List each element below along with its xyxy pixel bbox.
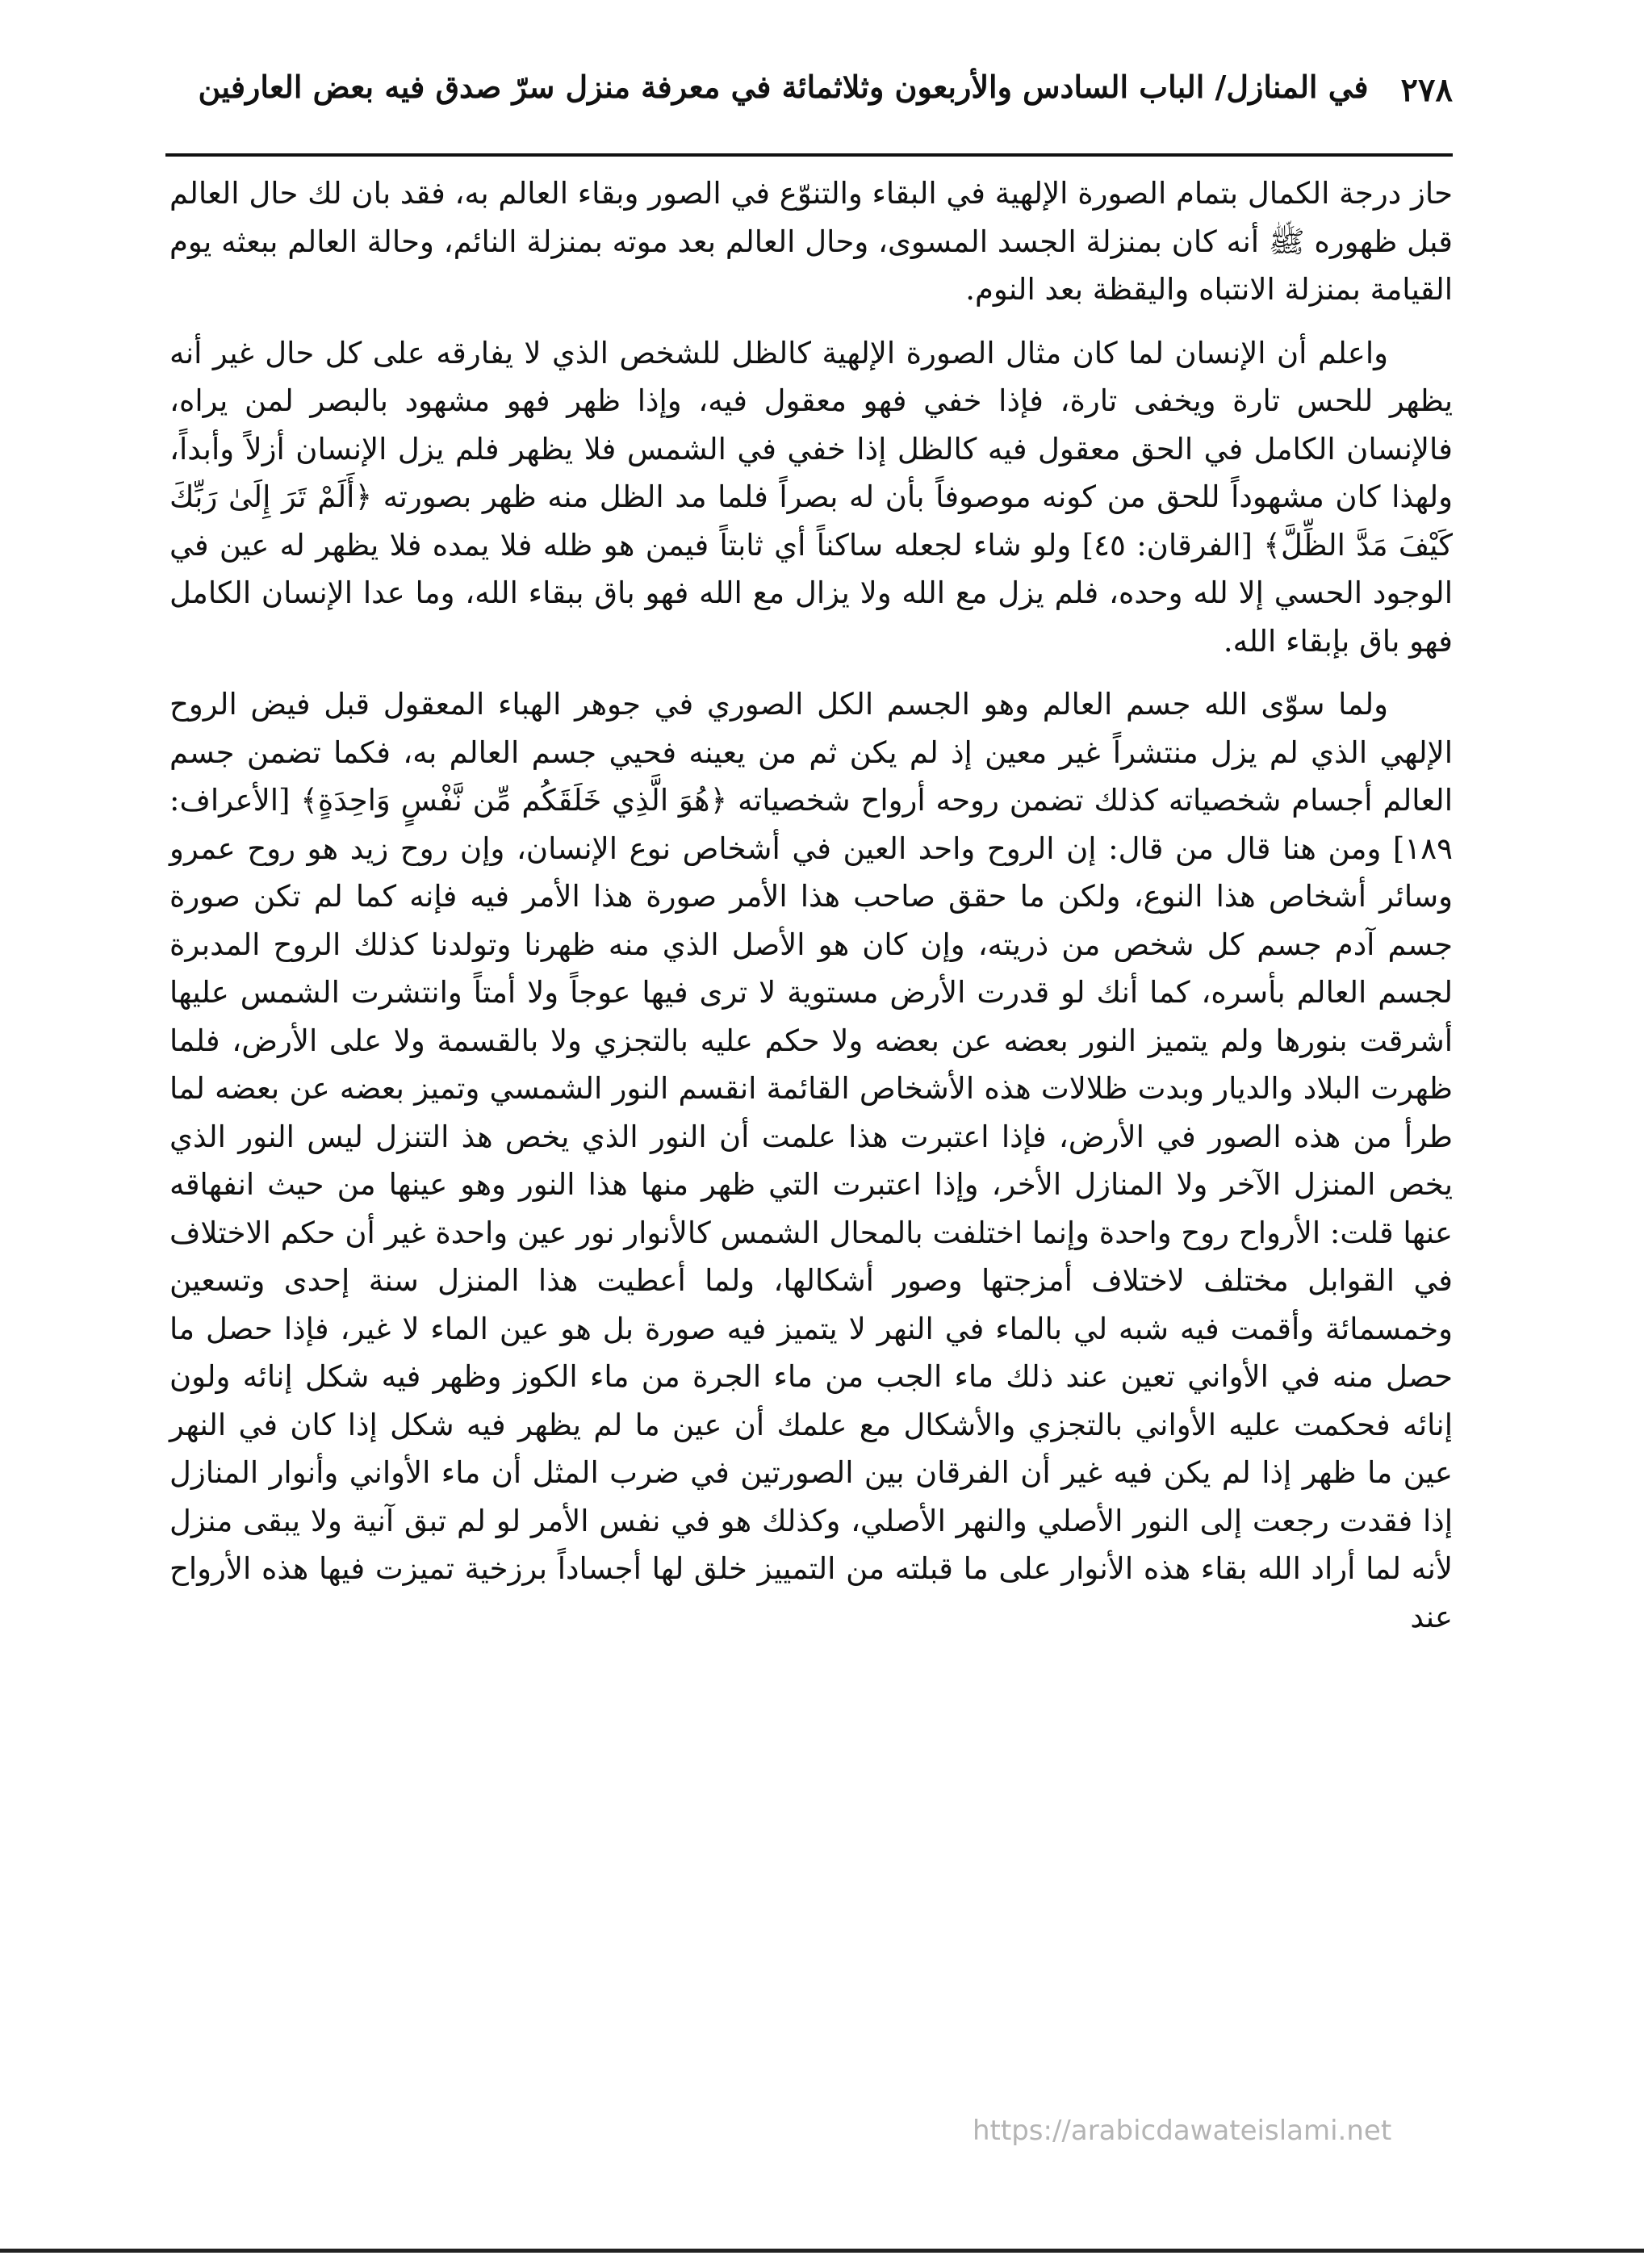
body-text	[169, 169, 1453, 1656]
watermark-url: https://arabicdawateislami.net	[973, 2115, 1392, 2147]
page-bottom-edge	[0, 2249, 1644, 2253]
header-divider	[165, 153, 1453, 157]
running-title: في المنازل/ الباب السادس والأربعون وثلاثمائة في معرفة منزل سرّ صدق فيه بعض العارفين	[198, 69, 1369, 105]
paragraph-1: حاز درجة الكمال بتمام الصورة الإلهية في البقاء والتنوّع في الصور وبقاء العالم به، فقد بان لك حال العالم قبل ظهوره ﷺ أنه كان بمنزلة الجسد المسوى، وحال العالم بعد موته بمنزلة النائم، وحالة العالم ببعثه يوم القيامة بمنزلة الانتباه واليقظة بعد النوم.	[169, 176, 1453, 307]
page-header	[161, 66, 1453, 147]
page-number: ٢٧٨	[1400, 71, 1453, 109]
paragraph-2: واعلم أن الإنسان لما كان مثال الصورة الإلهية كالظل للشخص الذي لا يفارقه على كل حال غير أنه يظهر للحس تارة ويخفى تارة، فإذا خفي فهو معقول فيه، وإذا ظهر فهو مشهود بالبصر لمن يراه، فالإنسان الكامل في الحق معقول فيه كالظل إذا خفي في الشمس فلا يظهر فلم يزل الإنسان أزلاً وأبداً، ولهذا كان مشهوداً للحق من كونه موصوفاً بأن له بصراً فلما مد الظل منه ظهر بصورته ﴿أَلَمْ تَرَ إِلَىٰ رَبِّكَ كَيْفَ مَدَّ الظِّلَّ﴾ [الفرقان: ٤٥] ولو شاء لجعله ساكناً أي ثابتاً فيمن هو ظله فلا يمده فلا يظهر له عين في الوجود الحسي إلا لله وحده، فلم يزل مع الله ولا يزال مع الله فهو باق ببقاء الله، وما عدا الإنسان الكامل فهو باق بإبقاء الله.	[169, 335, 1453, 659]
paragraph-3: ولما سوّى الله جسم العالم وهو الجسم الكل الصوري في جوهر الهباء المعقول قبل فيض الروح الإلهي الذي لم يزل منتشراً غير معين إذ لم يكن ثم من يعينه فحيي جسم العالم به، فكما تضمن جسم العالم أجسام شخصياته كذلك تضمن روحه أرواح شخصياته ﴿هُوَ الَّذِي خَلَقَكُم مِّن نَّفْسٍ وَاحِدَةٍ﴾ [الأعراف: ١٨٩] ومن هنا قال من قال: إن الروح واحد العين في أشخاص نوع الإنسان، وإن روح زيد هو روح عمرو وسائر أشخاص هذا النوع، ولكن ما حقق صاحب هذا الأمر صورة هذا الأمر فيه فإنه كما لم تكن صورة جسم آدم جسم كل شخص من ذريته، وإن كان هو الأصل الذي منه ظهرنا وتولدنا كذلك الروح المدبرة لجسم العالم بأسره، كما أنك لو قدرت الأرض مستوية لا ترى فيها عوجاً ولا أمتاً وانتشرت الشمس عليها أشرقت بنورها ولم يتميز النور بعضه عن بعضه ولا حكم عليه بالتجزي ولا بالقسمة ولا على الأرض، فلما ظهرت البلاد والديار وبدت ظلالات هذه الأشخاص القائمة انقسم النور الشمسي وتميز بعضه عن بعضه لما طرأ من هذه الصور في الأرض، فإذا اعتبرت هذا علمت أن النور الذي يخص هذ التنزل ليس النور الذي يخص المنزل الآخر ولا المنازل الأخر، وإذا اعتبرت التي ظهر منها هذا النور وهو عينها من حيث انفهاقه عنها قلت: الأرواح روح واحدة وإنما اختلفت بالمحال الشمس كالأنوار نور عين واحدة غير أن حكم الاختلاف في القوابل مختلف لاختلاف أمزجتها وصور أشكالها، ولما أعطيت هذا المنزل سنة إحدى وتسعين وخمسمائة وأقمت فيه شبه لي بالماء في النهر لا يتميز فيه صورة بل هو عين الماء لا غير، فإذا حصل ما حصل منه في الأواني تعين عند ذلك ماء الجب من ماء الجرة من ماء الكوز وظهر فيه شكل إنائه ولون إنائه فحكمت عليه الأواني بالتجزي والأشكال مع علمك أن عين ما لم يظهر فيه شكل إذا كان في النهر عين ما ظهر إذا لم يكن فيه غير أن الفرقان بين الصورتين في ضرب المثل أن ماء الأواني وأنوار المنازل إذا فقدت رجعت إلى النور الأصلي والنهر الأصلي، وكذلك هو في نفس الأمر لو لم تبق آنية ولا يبقى منزل لأنه لما أراد الله بقاء هذه الأنوار على ما قبلته من التمييز خلق لها أجساداً برزخية تميزت فيها هذه الأرواح عند	[169, 687, 1453, 1634]
